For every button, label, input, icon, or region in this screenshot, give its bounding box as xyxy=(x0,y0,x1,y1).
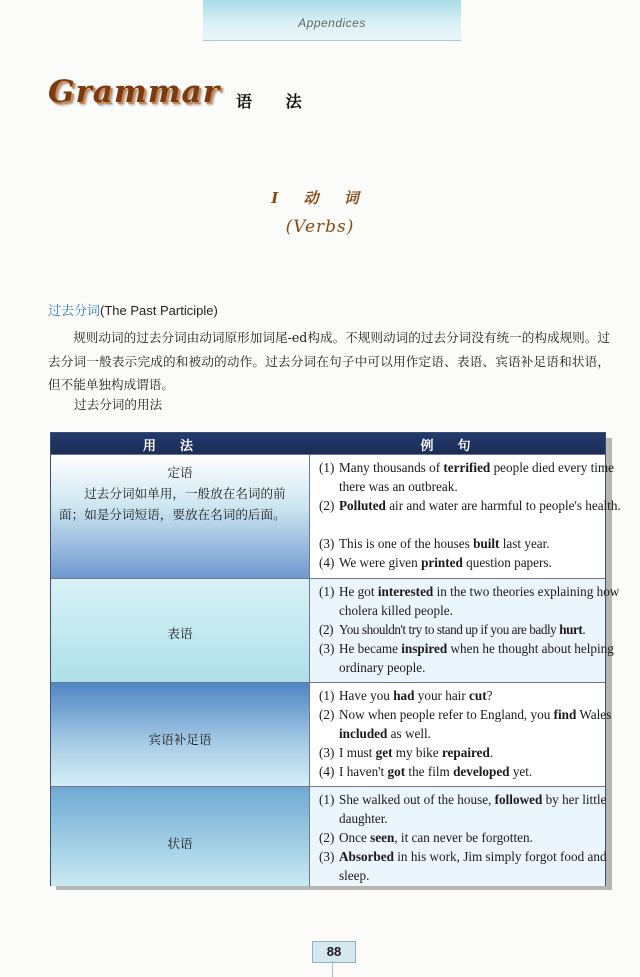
usage-label-attributive: 定语 xyxy=(167,465,193,480)
usage-table xyxy=(50,432,621,886)
usage-label-predicative: 表语 xyxy=(167,626,193,641)
usage-note: 过去分词如单用，一般放在名词的前面；如是分词短语，要放在名词的后面。 xyxy=(59,486,286,522)
header-examples: 例句 xyxy=(420,439,495,454)
intro-text: 规则动词的过去分词由动词原形加词尾-ed构成。不规则动词的过去分词没有统一的构成规则。过去分词一般表示完成的和被动的动作。过去分词在句子中可以用作定语、表语、宾语补足语和状语，但不能单独构成谓语。 xyxy=(48,330,610,392)
grammar-title: Grammar xyxy=(48,74,220,110)
table-row xyxy=(51,682,612,787)
example-item: (3) He became inspired when he thought about helping ordinary people. xyxy=(319,641,614,675)
intro-paragraph xyxy=(48,326,610,397)
section-subtitle: (Verbs) xyxy=(285,217,355,237)
heading-cn: 过去分词 xyxy=(48,304,101,319)
section-title: I 动 词 xyxy=(271,189,369,207)
example-item: (2) Polluted air and water are harmful to people's health. xyxy=(319,498,621,513)
example-item: (1) She walked out of the house, followed by her little daughter. xyxy=(319,792,607,826)
usage-cell xyxy=(51,683,310,787)
usage-label-object-complement: 宾语补足语 xyxy=(148,732,212,747)
usage-cell xyxy=(51,455,310,579)
usage-cell xyxy=(51,787,310,886)
table-row xyxy=(51,786,605,886)
example-item: (3) This is one of the houses built last year. xyxy=(319,536,550,551)
grammar-title-cn: 语 法 xyxy=(236,92,316,111)
page-number-divider xyxy=(332,961,333,977)
past-participle-heading xyxy=(48,300,218,319)
example-item: (3) Absorbed in his work, Jim simply forgot food and sleep. xyxy=(319,849,607,883)
running-title: Appendices xyxy=(298,16,366,30)
usage-cell xyxy=(51,579,310,683)
examples-cell xyxy=(310,787,605,886)
header-usage: 用法 xyxy=(142,439,217,454)
example-item: (4) We were given printed question papers. xyxy=(319,555,552,570)
example-item: (1) Have you had your hair cut? xyxy=(319,688,493,703)
table-header xyxy=(51,433,605,454)
examples-cell xyxy=(310,455,621,579)
heading-en: (The Past Participle) xyxy=(100,303,218,318)
page-number: 88 xyxy=(312,941,356,963)
examples-cell xyxy=(310,683,612,787)
example-item: (3) I must get my bike repaired. xyxy=(319,745,494,760)
example-item: (2) Now when people refer to England, you find Wales included as well. xyxy=(319,707,612,741)
example-item: (4) I haven't got the film developed yet. xyxy=(319,764,533,779)
table-row xyxy=(51,578,620,683)
example-item: (2) You shouldn't try to stand up if you are badly hurt. xyxy=(319,622,586,637)
example-item: (1) Many thousands of terrified people died every time there was an outbreak. xyxy=(319,460,615,494)
usage-label: 过去分词的用法 xyxy=(74,397,163,412)
table-row xyxy=(51,454,621,579)
header-banner xyxy=(203,0,461,41)
example-item: (1) He got interested in the two theories explaining how cholera killed people. xyxy=(319,584,620,618)
examples-cell xyxy=(310,579,620,683)
example-item: (2) Once seen, it can never be forgotten. xyxy=(319,830,533,845)
usage-label-adverbial: 状语 xyxy=(167,836,193,851)
